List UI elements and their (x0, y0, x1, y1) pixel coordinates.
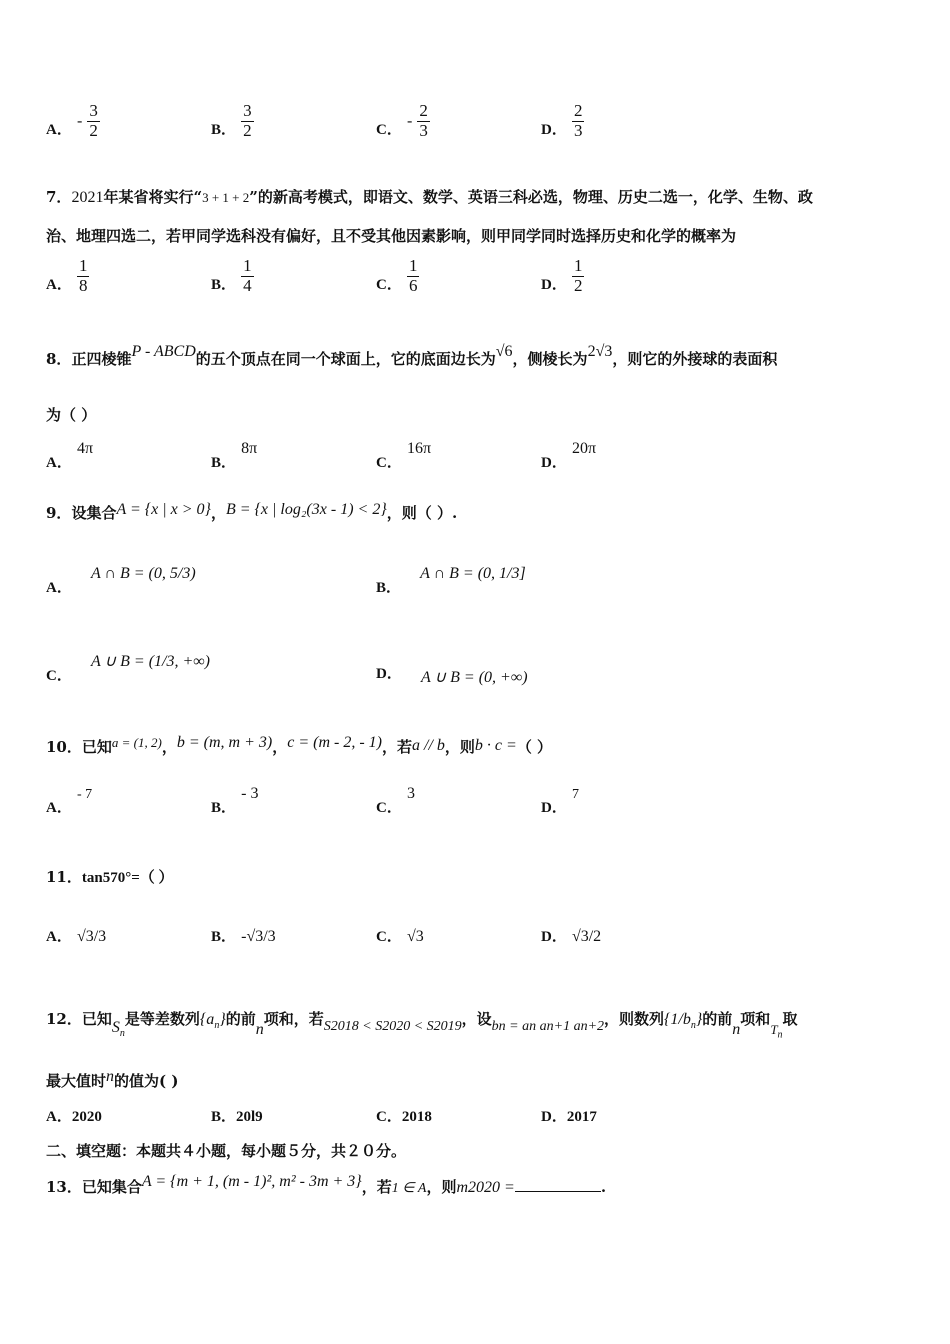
q8-option-d[interactable]: D． 20π (541, 440, 597, 471)
q8-stem-line2: 为（ ） (46, 406, 97, 424)
q11-option-c[interactable]: C． √3 (376, 928, 424, 945)
q6-option-d[interactable]: D． $\frac{2}{3}$ (541, 101, 583, 140)
fraction: $\frac{2}{3}$ (573, 101, 583, 140)
q7-option-a[interactable]: A． $\frac{1}{8}$ (46, 256, 88, 295)
q6-option-b[interactable]: B． $\frac{3}{2}$ (211, 101, 252, 140)
q12-option-d[interactable]: D．2017 (541, 1109, 597, 1125)
q9-option-c[interactable]: C． A ∪ B = (1/3, +∞) (46, 653, 211, 684)
fraction: $\frac{1}{8}$ (78, 256, 88, 295)
q12-stem-line1: 12．已知$S_n$是等差数列$\{a_n\}$的前n项和，若S2018 < S2020 < S2019，设bn = an an+1 an+2，则数列$\{1/b_n\}$的前n项和$T_n$取 (46, 1010, 798, 1041)
fraction: $\frac{1}{6}$ (408, 256, 418, 295)
fraction: $\frac{3}{2}$ (89, 101, 98, 140)
q6-option-a[interactable]: A． - $\frac{3}{2}$ (46, 101, 98, 140)
q7-option-c[interactable]: C． $\frac{1}{6}$ (376, 256, 418, 295)
q8-option-a[interactable]: A． 4π (46, 440, 94, 471)
fraction: $\frac{2}{3}$ (419, 101, 428, 140)
q10-option-a[interactable]: A． - 7 (46, 787, 93, 816)
q8-option-c[interactable]: C． 16π (376, 440, 432, 471)
q12-option-b[interactable]: B．20l9 (211, 1109, 263, 1125)
q9-option-a[interactable]: A． A ∩ B = (0, 5/3) (46, 565, 196, 596)
q12-stem-line2: 最大值时n的值为( ) (46, 1068, 179, 1090)
fraction: $\frac{1}{4}$ (243, 256, 252, 295)
q11-option-a[interactable]: A． √3/3 (46, 928, 107, 945)
q11-option-b[interactable]: B． -√3/3 (211, 928, 276, 945)
fraction: $\frac{1}{2}$ (573, 256, 583, 295)
q12-option-a[interactable]: A．2020 (46, 1109, 102, 1125)
q9-option-d[interactable]: D． A ∪ B = (0, +∞) (376, 666, 528, 686)
q7-option-b[interactable]: B． $\frac{1}{4}$ (211, 256, 252, 295)
q10-option-c[interactable]: C． 3 (376, 785, 415, 816)
q7-stem-line1: 7．2021年某省将实行“3 + 1 + 2”的新高考模式，即语文、数学、英语三科必选，物理、历史二选一，化学、生物、政 (46, 188, 813, 206)
q7-stem-line2: 治、地理四选二，若甲同学选科没有偏好，且不受其他因素影响，则甲同学同时选择历史和化学的概率为 (46, 227, 737, 245)
q11-stem: 11．tan570°=（ ） (46, 868, 174, 886)
q10-stem: 10．已知a = (1, 2)，b = (m, m + 3)，c = (m - 2, - 1)，若a // b，则b · c =（ ） (46, 734, 553, 756)
q9-stem: 9．设集合A = {x | x > 0}，B = {x | log₂(3x - 1) < 2}，则（ ）. (46, 501, 458, 522)
q12-option-c[interactable]: C．2018 (376, 1109, 432, 1125)
q8-option-b[interactable]: B． 8π (211, 440, 258, 471)
q8-stem-line1: 8．正四棱锥P - ABCD的五个顶点在同一个球面上，它的底面边长为√6，侧棱长为2√3，则它的外接球的表面积 (46, 343, 778, 368)
q11-option-d[interactable]: D． √3/2 (541, 928, 602, 945)
q6-option-c[interactable]: C． - $\frac{2}{3}$ (376, 101, 428, 140)
q10-option-b[interactable]: B． - 3 (211, 785, 259, 816)
section-heading: 二、填空题：本题共４小题，每小题５分，共２０分。 (46, 1142, 407, 1160)
q9-option-b[interactable]: B． A ∩ B = (0, 1/3] (376, 565, 526, 596)
q7-option-d[interactable]: D． $\frac{1}{2}$ (541, 256, 583, 295)
q13-stem: 13．已知集合A = {m + 1, (m - 1)², m² - 3m + 3}，若1 ∈ A，则m2020 = . (46, 1173, 607, 1196)
answer-blank[interactable] (515, 1177, 601, 1192)
q10-option-d[interactable]: D． 7 (541, 787, 579, 816)
fraction: $\frac{3}{2}$ (243, 101, 252, 140)
